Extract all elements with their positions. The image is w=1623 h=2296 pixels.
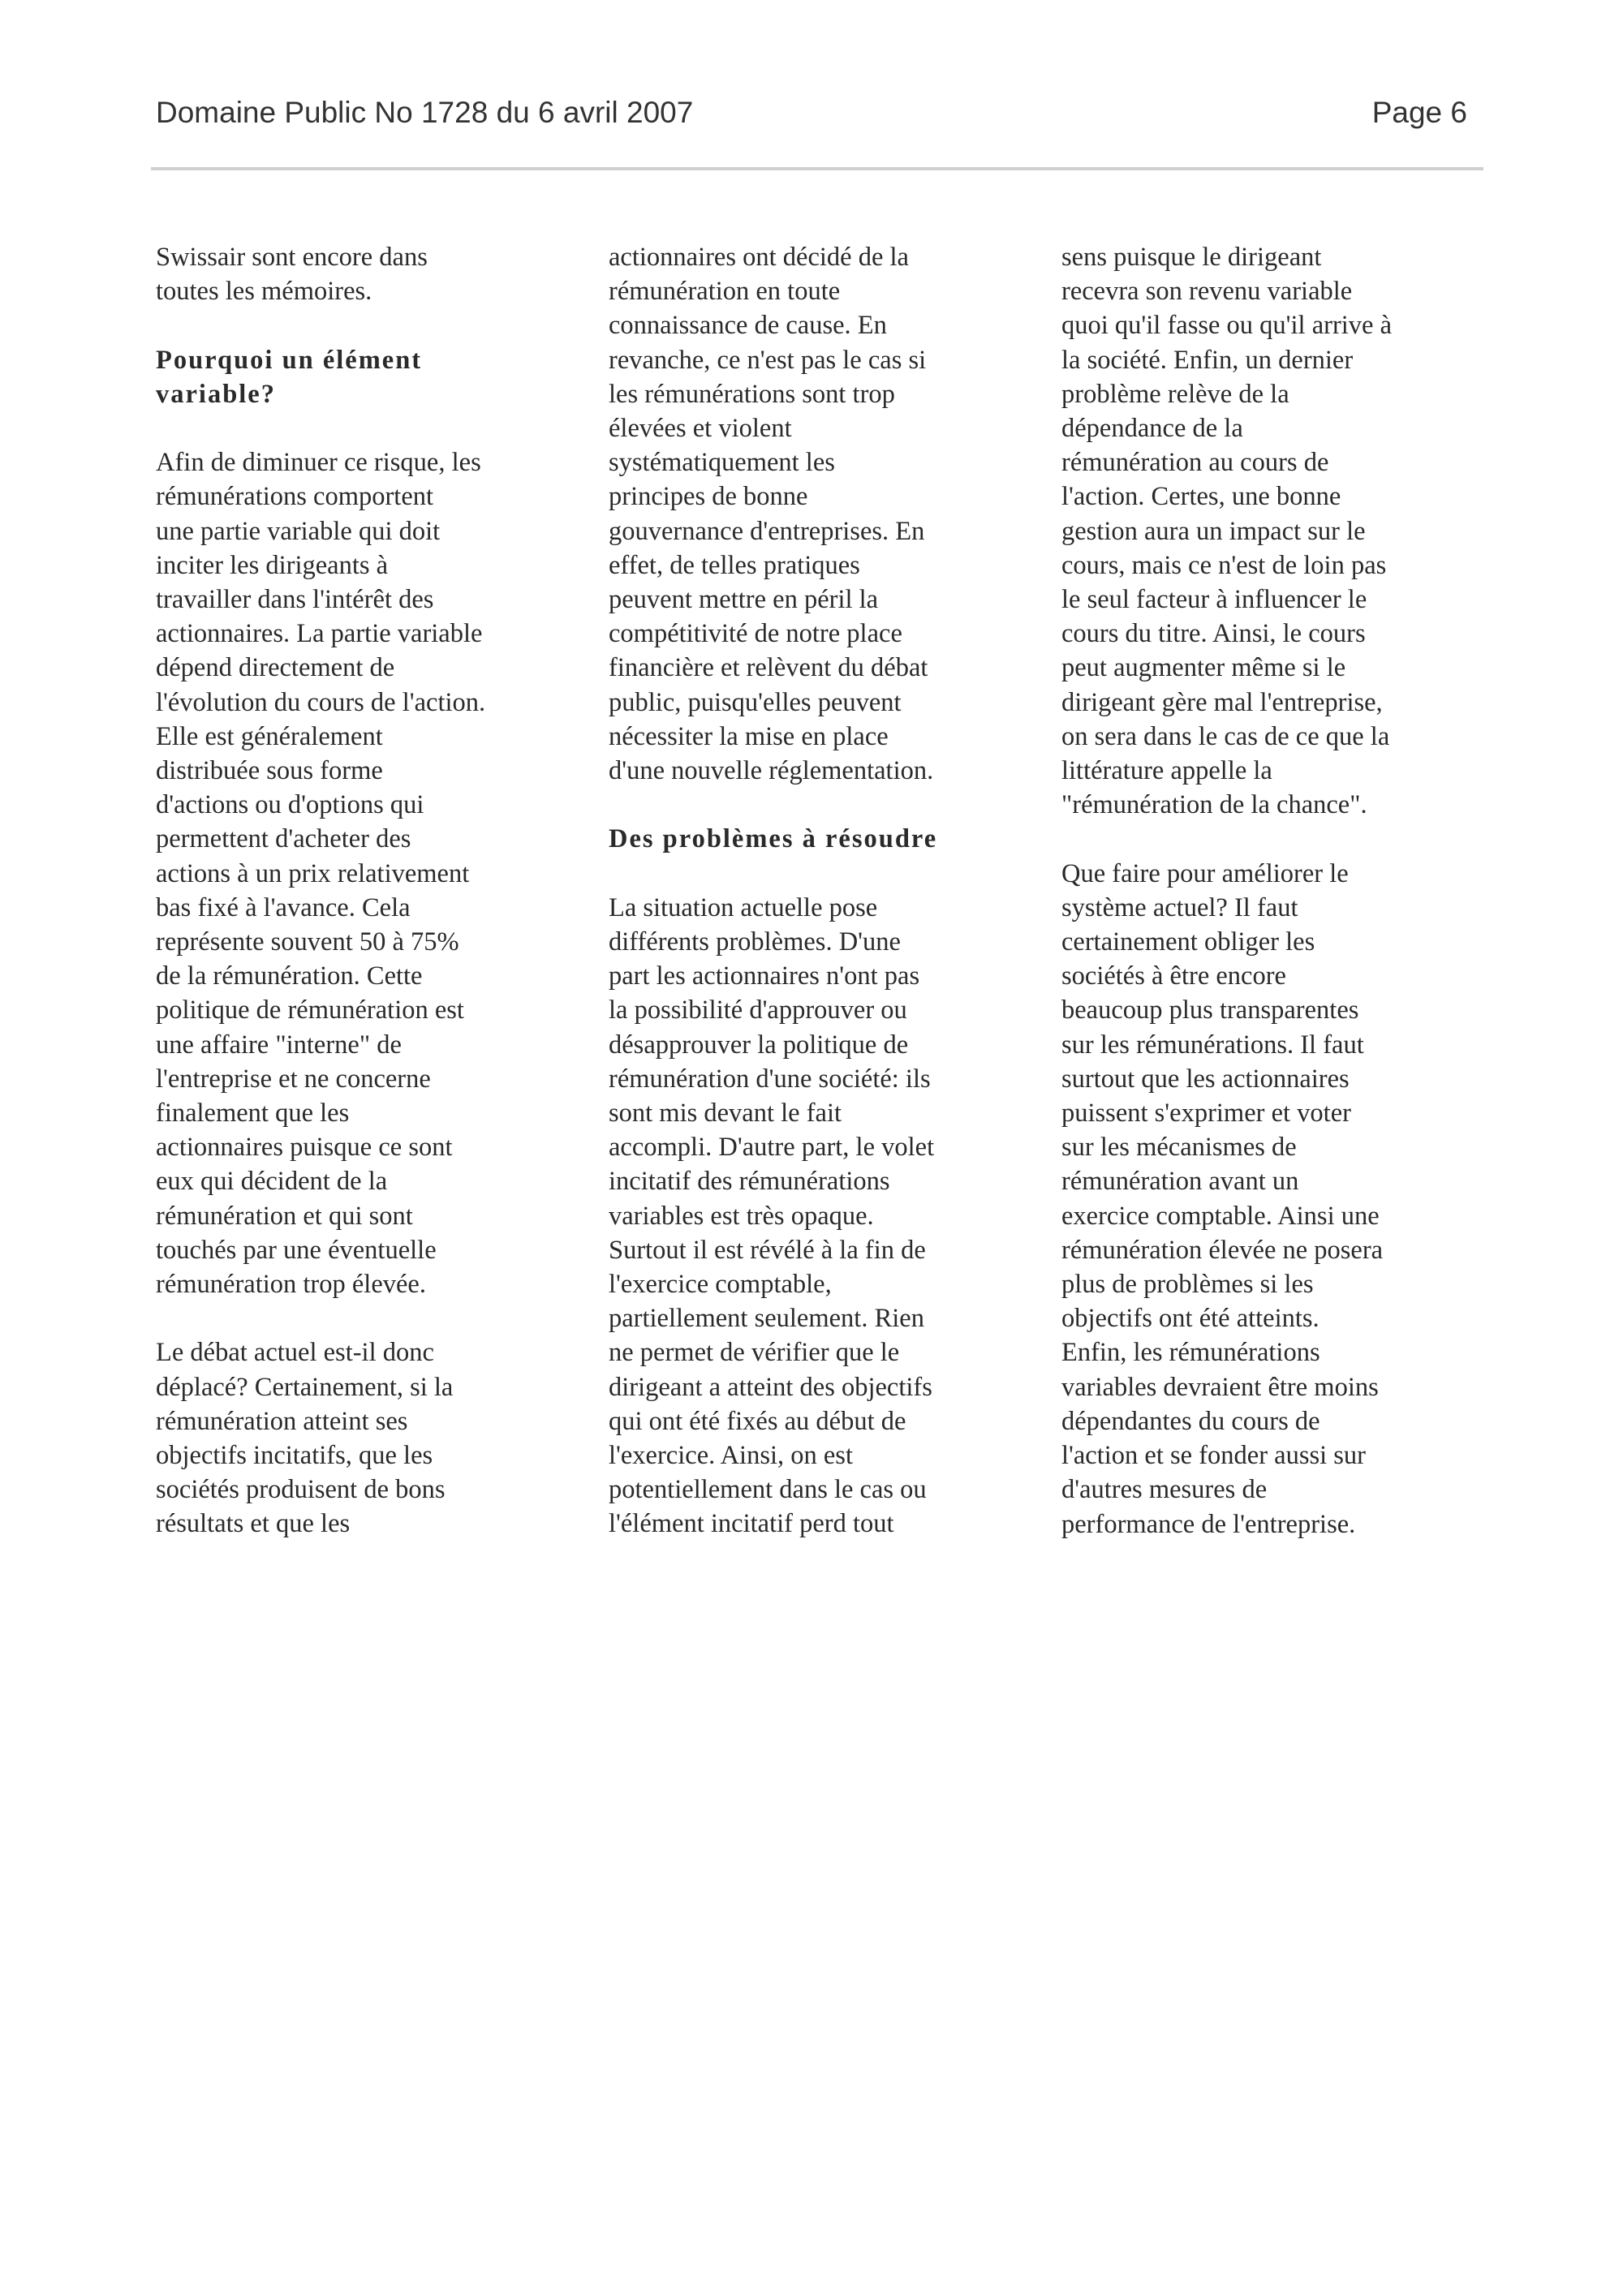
- text-line: dirigeant a atteint des objectifs: [609, 1372, 932, 1402]
- text-line: objectifs ont été atteints.: [1061, 1304, 1319, 1334]
- paragraph: [156, 445, 578, 1301]
- text-line: qui ont été fixés au début de: [609, 1406, 906, 1436]
- text-line: une partie variable qui doit: [156, 516, 441, 546]
- text-line: nécessiter la mise en place: [609, 721, 889, 751]
- text-line: l'action et se fonder aussi sur: [1061, 1441, 1366, 1471]
- text-line: plus de problèmes si les: [1061, 1270, 1314, 1300]
- text-line: cours, mais ce n'est de loin pas: [1061, 550, 1387, 580]
- text-line: déplacé? Certainement, si la: [156, 1372, 454, 1402]
- heading-line: Pourquoi un élément: [156, 345, 423, 375]
- text-line: ne permet de vérifier que le: [609, 1338, 900, 1368]
- text-line: certainement obliger les: [1061, 927, 1315, 957]
- text-line: la possibilité d'approuver ou: [609, 995, 907, 1025]
- text-line: peut augmenter même si le: [1061, 653, 1346, 683]
- text-line: dépendantes du cours de: [1061, 1406, 1320, 1436]
- text-line: sont mis devant le fait: [609, 1099, 842, 1129]
- text-line: variables devraient être moins: [1061, 1372, 1379, 1402]
- text-line: potentiellement dans le cas ou: [609, 1475, 927, 1505]
- text-line: touchés par une éventuelle: [156, 1235, 437, 1265]
- text-line: d'une nouvelle réglementation.: [609, 756, 934, 786]
- text-line: part les actionnaires n'ont pas: [609, 961, 920, 991]
- text-line: actionnaires ont décidé de la: [609, 243, 909, 272]
- text-column-2: [609, 240, 1031, 1541]
- text-line: rémunération atteint ses: [156, 1406, 408, 1436]
- text-line: connaissance de cause. En: [609, 311, 887, 341]
- text-line: incitatif des rémunérations: [609, 1167, 890, 1197]
- text-line: bas fixé à l'avance. Cela: [156, 892, 411, 922]
- section-heading: [609, 822, 1031, 856]
- text-line: rémunérations comportent: [156, 482, 434, 512]
- text-line: Afin de diminuer ce risque, les: [156, 448, 481, 478]
- text-line: La situation actuelle pose: [609, 892, 878, 922]
- text-line: actionnaires. La partie variable: [156, 619, 483, 649]
- section-heading: [156, 343, 578, 411]
- text-line: rémunération et qui sont: [156, 1201, 413, 1231]
- text-line: sens puisque le dirigeant: [1061, 243, 1322, 272]
- text-line: l'évolution du cours de l'action.: [156, 687, 486, 717]
- text-line: actions à un prix relativement: [156, 858, 470, 888]
- text-line: actionnaires puisque ce sont: [156, 1133, 453, 1163]
- text-line: littérature appelle la: [1061, 756, 1272, 786]
- text-line: public, puisqu'elles peuvent: [609, 687, 902, 717]
- text-line: rémunération élevée ne posera: [1061, 1235, 1384, 1265]
- text-line: une affaire "interne" de: [156, 1030, 402, 1060]
- paragraph: [609, 240, 1031, 788]
- text-line: eux qui décident de la: [156, 1167, 388, 1197]
- text-line: Swissair sont encore dans: [156, 243, 428, 272]
- text-line: variables est très opaque.: [609, 1201, 874, 1231]
- text-line: sociétés à être encore: [1061, 961, 1286, 991]
- text-line: rémunération trop élevée.: [156, 1270, 426, 1300]
- text-line: inciter les dirigeants à: [156, 550, 389, 580]
- text-line: accompli. D'autre part, le volet: [609, 1133, 935, 1163]
- heading-line: variable?: [156, 379, 276, 409]
- text-line: problème relève de la: [1061, 379, 1289, 409]
- text-line: différents problèmes. D'une: [609, 927, 901, 957]
- text-line: toutes les mémoires.: [156, 277, 372, 307]
- text-column-1: [156, 240, 578, 1541]
- text-line: l'exercice comptable,: [609, 1270, 832, 1300]
- page-header: [156, 96, 1467, 136]
- text-line: élevées et violent: [609, 414, 792, 444]
- text-line: sur les mécanismes de: [1061, 1133, 1297, 1163]
- text-line: dirigeant gère mal l'entreprise,: [1061, 687, 1383, 717]
- text-line: résultats et que les: [156, 1509, 351, 1539]
- text-line: "rémunération de la chance".: [1061, 790, 1367, 820]
- text-line: puissent s'exprimer et voter: [1061, 1099, 1351, 1129]
- text-line: système actuel? Il faut: [1061, 892, 1298, 922]
- text-line: le seul facteur à influencer le: [1061, 585, 1367, 615]
- text-line: objectifs incitatifs, que les: [156, 1441, 433, 1471]
- text-line: dépendance de la: [1061, 414, 1243, 444]
- text-line: sociétés produisent de bons: [156, 1475, 446, 1505]
- text-line: politique de rémunération est: [156, 995, 464, 1025]
- text-line: d'autres mesures de: [1061, 1475, 1268, 1505]
- text-line: l'élément incitatif perd tout: [609, 1509, 894, 1539]
- text-line: compétitivité de notre place: [609, 619, 902, 649]
- text-line: distribuée sous forme: [156, 756, 383, 786]
- text-line: finalement que les: [156, 1099, 350, 1129]
- text-line: Le débat actuel est-il donc: [156, 1338, 434, 1368]
- heading-line: Des problèmes à résoudre: [609, 824, 938, 854]
- text-line: quoi qu'il fasse ou qu'il arrive à: [1061, 311, 1393, 341]
- text-line: rémunération en toute: [609, 277, 841, 307]
- text-line: de la rémunération. Cette: [156, 961, 423, 991]
- text-column-3: [1061, 240, 1483, 1541]
- text-line: rémunération au cours de: [1061, 448, 1329, 478]
- text-line: systématiquement les: [609, 448, 835, 478]
- text-line: sur les rémunérations. Il faut: [1061, 1030, 1364, 1060]
- text-line: gouvernance d'entreprises. En: [609, 516, 925, 546]
- text-line: l'exercice. Ainsi, on est: [609, 1441, 853, 1471]
- text-line: recevra son revenu variable: [1061, 277, 1353, 307]
- text-line: d'actions ou d'options qui: [156, 790, 424, 820]
- text-line: effet, de telles pratiques: [609, 550, 860, 580]
- page-number: Page 6: [1371, 96, 1467, 129]
- text-line: revanche, ce n'est pas le cas si: [609, 345, 927, 375]
- text-line: représente souvent 50 à 75%: [156, 927, 459, 957]
- text-line: dépend directement de: [156, 653, 395, 683]
- text-line: Elle est généralement: [156, 721, 383, 751]
- text-line: Enfin, les rémunérations: [1061, 1338, 1320, 1368]
- text-line: Que faire pour améliorer le: [1061, 858, 1349, 888]
- text-line: surtout que les actionnaires: [1061, 1064, 1350, 1094]
- text-line: l'entreprise et ne concerne: [156, 1064, 431, 1094]
- text-line: gestion aura un impact sur le: [1061, 516, 1366, 546]
- text-line: beaucoup plus transparentes: [1061, 995, 1359, 1025]
- text-line: désapprouver la politique de: [609, 1030, 909, 1060]
- header-divider: [151, 167, 1483, 170]
- paragraph: [609, 891, 1031, 1541]
- text-line: permettent d'acheter des: [156, 824, 411, 854]
- text-line: la société. Enfin, un dernier: [1061, 345, 1354, 375]
- text-line: Surtout il est révélé à la fin de: [609, 1235, 926, 1265]
- publication-title: Domaine Public No 1728 du 6 avril 2007: [156, 96, 694, 129]
- paragraph: [1061, 857, 1483, 1541]
- text-line: financière et relèvent du débat: [609, 653, 928, 683]
- text-line: principes de bonne: [609, 482, 808, 512]
- paragraph: [1061, 240, 1483, 822]
- paragraph: [156, 240, 578, 308]
- text-line: peuvent mettre en péril la: [609, 585, 879, 615]
- text-line: travailler dans l'intérêt des: [156, 585, 434, 614]
- text-line: les rémunérations sont trop: [609, 379, 895, 409]
- text-line: cours du titre. Ainsi, le cours: [1061, 619, 1366, 649]
- text-line: performance de l'entreprise.: [1061, 1509, 1356, 1539]
- text-line: l'action. Certes, une bonne: [1061, 482, 1341, 512]
- text-line: on sera dans le cas de ce que la: [1061, 721, 1390, 751]
- text-line: partiellement seulement. Rien: [609, 1304, 924, 1334]
- text-line: rémunération avant un: [1061, 1167, 1299, 1197]
- paragraph: [156, 1335, 578, 1541]
- text-line: exercice comptable. Ainsi une: [1061, 1201, 1380, 1231]
- text-line: rémunération d'une société: ils: [609, 1064, 931, 1094]
